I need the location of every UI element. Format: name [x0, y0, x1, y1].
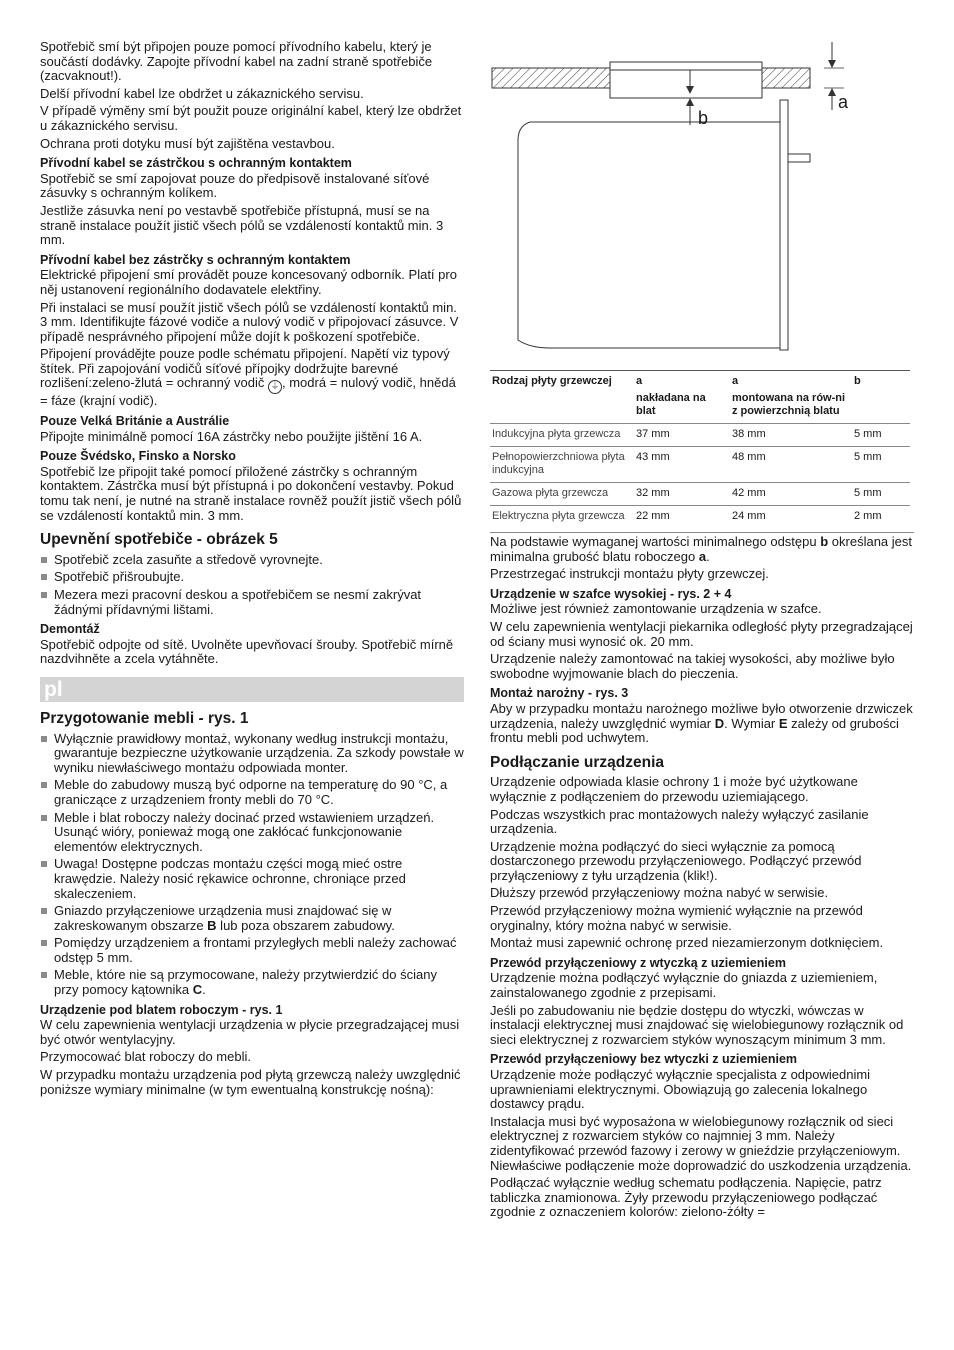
- list-item: Gniazdo przyłączeniowe urządzenia musi znajdować się w zakreskowanym obszarze B lub poza obszarem zabudowy.: [40, 904, 464, 933]
- list-item: Meble i blat roboczy należy docinać przed wstawieniem urządzeń. Usunąć wióry, ponieważ mogą one zakłócać funkcjonowanie elementów elektrycznych.: [40, 811, 464, 855]
- paragraph: Przestrzegać instrukcji montażu płyty grzewczej.: [490, 566, 769, 582]
- section-heading: Pouze Velká Británie a Austrálie: [40, 414, 230, 429]
- oven-front: [780, 100, 788, 350]
- paragraph: Ochrana proti dotyku musí být zajištěna vestavbou.: [40, 135, 335, 151]
- list-item: Pomiędzy urządzeniem a frontami przyległych mebli należy zachować odstęp 5 mm.: [40, 936, 464, 965]
- list-item: Meble do zabudowy muszą być odporne na temperaturę do 90 °C, a graniczące z urządzeniem fronty mebli do 70 °C.: [40, 778, 464, 807]
- column-header: b: [852, 371, 910, 424]
- section-heading: Demontáž: [40, 622, 100, 637]
- list-item: Uwaga! Dostępne podczas montażu części mogą mieć ostre krawędzie. Należy nosić rękawice ochronne, chroniące przed skaleczeniem.: [40, 857, 464, 901]
- paragraph: Urządzenie może podłączyć wyłącznie specjalista z odpowiednimi uprawnieniami elektrycznymi. Obowiązują go zalecenia lokalnego dostawcy prądu.: [490, 1067, 871, 1112]
- chapter-heading: Upevnění spotřebiče - obrázek 5: [40, 531, 278, 549]
- section-heading: Pouze Švédsko, Finsko a Norsko: [40, 449, 236, 464]
- section-heading: Přívodní kabel se zástrčkou s ochranným kontaktem: [40, 156, 352, 171]
- paragraph: Przymocować blat roboczy do mebli.: [40, 1049, 251, 1065]
- paragraph: Urządzenie należy zamontować na takiej wysokości, aby możliwe było swobodne wyjmowanie blach do pieczenia.: [490, 651, 895, 681]
- paragraph: W przypadku montażu urządzenia pod płytą grzewczą należy uwzględnić poniższe wymiary minimalne (w tym ewentualną konstrukcję nośną):: [40, 1067, 461, 1097]
- list-item: Meble, które nie są przymocowane, należy przytwierdzić do ściany przy pomocy kątownika C.: [40, 968, 464, 997]
- hob: [610, 62, 762, 98]
- column-header: a montowana na rów-ni z powierzchnią blatu: [730, 371, 852, 424]
- section-heading: Urządzenie pod blatem roboczym - rys. 1: [40, 1002, 283, 1017]
- bullet-list: [40, 732, 464, 998]
- label-b: b: [698, 108, 709, 128]
- paragraph: Elektrické připojení smí provádět pouze koncesovaný odborník. Platí pro něj ustanovení regionálního dodavatele elektřiny.: [40, 267, 457, 297]
- paragraph-with-symbol: Připojení provádějte pouze podle schématu připojení. Napětí viz typový štítek. Při zapojování vodičů síťové přípojky dodržujte barevné rozlišení:zeleno-žlutá = ochranný vodič ⏚ , modrá = nulový vodič, hnědá = fáze (krajní vodič).: [40, 346, 456, 409]
- dimensions-table: [490, 370, 910, 528]
- paragraph: W celu zapewnienia wentylacji urządzenia w płycie przegradzającej musi być otwór wentylacyjny.: [40, 1017, 460, 1047]
- paragraph: W celu zapewnienia wentylacji piekarnika odległość płyty przegradzającej od ściany musi wynosić ok. 20 mm.: [490, 618, 913, 649]
- oven-under-worktop-diagram: [490, 40, 914, 370]
- oven-handle: [788, 154, 810, 162]
- paragraph: Na podstawie wymaganej wartości minimalnego odstępu b określana jest minimalna grubość blatu roboczego a.: [490, 534, 913, 564]
- section-heading: Montaż narożny - rys. 3: [490, 686, 629, 701]
- section-heading: Przewód przyłączeniowy z wtyczką z uziemieniem: [490, 955, 786, 970]
- column-header: a nakładana na blat: [634, 371, 730, 424]
- paragraph: Dłuższy przewód przyłączeniowy można nabyć w serwisie.: [490, 885, 829, 901]
- list-item: Wyłącznie prawidłowy montaż, wykonany według instrukcji montażu, gwarantuje bezpieczne użytkowanie urządzenia. Za szkody powstałe w wyniku niewłaściwego montażu odpowiada monter.: [40, 732, 464, 776]
- chapter-heading: Podłączanie urządzenia: [490, 753, 664, 771]
- installation-figure: [490, 40, 914, 370]
- paragraph: Spotřebič lze připojit také pomocí přiložené zástrčky s ochranným kontaktem. Zástrčka musí být přístupná i po dokončení vestavby. Pokud tomu tak není, je nutné na straně instalace rovněž použít jistič všech pólů se vzdáleností kontaktů min. 3 mm.: [40, 463, 462, 523]
- paragraph: Připojte minimálně pomocí 16A zástrčky nebo použijte jištění 16 A.: [40, 428, 423, 444]
- paragraph: Urządzenie odpowiada klasie ochrony 1 i może być użytkowane wyłącznie z podłączeniem do przewodu uziemiającego.: [490, 774, 858, 804]
- oven-body: [518, 122, 780, 348]
- paragraph: V případě výměny smí být použit pouze originální kabel, který lze obdržet u zákaznického servisu.: [40, 103, 462, 133]
- paragraph: Montaż musi zapewnić ochronę przed niezamierzonym dotknięciem.: [490, 935, 884, 951]
- language-bar: [40, 677, 464, 702]
- section-heading: Přívodní kabel bez zástrčky s ochranným kontaktem: [40, 252, 351, 267]
- paragraph: Aby w przypadku montażu narożnego możliwe było otworzenie drzwiczek urządzenia, należy uwzględnić wymiar D. Wymiar E zależy od grubości frontu mebli pod uchwytem.: [490, 700, 913, 746]
- column-header: Rodzaj płyty grzewczej: [490, 371, 634, 424]
- paragraph: Urządzenie można podłączyć do sieci wyłącznie za pomocą dostarczonego przewodu przyłączeniowego. Podłączyć przewód przyłączeniowy z tyłu urządzenia (klik!).: [490, 838, 862, 883]
- left-column: [40, 40, 464, 1100]
- paragraph: Przewód przyłączeniowy można wymienić wyłącznie na przewód oryginalny, który można nabyć w serwisie.: [490, 903, 863, 933]
- label-a: a: [838, 92, 849, 112]
- list-item: Mezera mezi pracovní deskou a spotřebičem se nesmí zakrývat žádnými přídavnými lištami.: [40, 588, 464, 617]
- paragraph: Spotřebič odpojte od sítě. Uvolněte upevňovací šrouby. Spotřebič mírně nazdvihněte a zcela vytáhněte.: [40, 636, 454, 667]
- language-code: pl: [44, 677, 63, 701]
- list-item: Spotřebič přišroubujte.: [40, 570, 464, 585]
- bullet-list: [40, 553, 464, 617]
- table-row: Pełnopowierzchniowa płyta indukcyjna 43 mm 48 mm 5 mm: [490, 447, 910, 483]
- paragraph: Jestliže zásuvka není po vestavbě spotřebiče přístupná, musí se na straně instalace použít jistič všech pólů se vzdáleností kontaktů min. 3 mm.: [40, 202, 444, 248]
- table-header-row: [490, 371, 910, 424]
- paragraph: Podłączać wyłącznie według schematu podłączenia. Napięcie, patrz tabliczka znamionowa. Żyły przewodu przyłączeniowego podłączać zgodnie z oznaczeniem kolorów: zielono-żółty =: [490, 1175, 882, 1220]
- ground-symbol-icon: ⏚: [268, 380, 282, 394]
- paragraph: Při instalaci se musí použít jistič všech pólů se vzdáleností kontaktů min. 3 mm. Identifikujte fázové vodiče a nulový vodič v připojovací zásuvce. V případě nesprávného připojení může dojít k poškození spotřebiče.: [40, 299, 459, 344]
- section-heading: Urządzenie w szafce wysokiej - rys. 2 + 4: [490, 586, 732, 601]
- paragraph: Spotřebič smí být připojen pouze pomocí přívodního kabelu, který je součástí dodávky. Zapojte přívodní kabel na zadní straně spotřebiče (zacvaknout!).: [40, 39, 433, 84]
- paragraph: Delší přívodní kabel lze obdržet u zákaznického servisu.: [40, 85, 364, 101]
- paragraph: Spotřebič se smí zapojovat pouze do předpisově instalované síťové zásuvky s ochranným kolíkem.: [40, 170, 430, 201]
- section-heading: Przewód przyłączeniowy bez wtyczki z uziemieniem: [490, 1052, 798, 1067]
- table-row: Elektryczna płyta grzewcza 22 mm 24 mm 2 mm: [490, 506, 910, 529]
- right-column: [490, 40, 914, 1223]
- list-item: Spotřebič zcela zasuňte a středově vyrovnejte.: [40, 553, 464, 568]
- chapter-heading: Przygotowanie mebli - rys. 1: [40, 709, 249, 727]
- paragraph: Urządzenie można podłączyć wyłącznie do gniazda z uziemieniem, zainstalowanego zgodnie z przepisami.: [490, 970, 878, 1001]
- paragraph: Możliwe jest również zamontowanie urządzenia w szafce.: [490, 601, 822, 617]
- table-row: Gazowa płyta grzewcza 32 mm 42 mm 5 mm: [490, 483, 910, 506]
- paragraph: Podczas wszystkich prac montażowych należy wyłączyć zasilanie urządzenia.: [490, 806, 869, 837]
- table-row: Indukcyjna płyta grzewcza 37 mm 38 mm 5 mm: [490, 424, 910, 447]
- paragraph: Instalacja musi być wyposażona w wielobiegunowy rozłącznik od sieci elektrycznej z rozwarciem styków co najmniej 3 mm. Należy zidentyfikować przewód fazowy i zerowy w gnieździe przyłączeniowym. Niewłaściwe podłączenie może doprowadzić do uszkodzenia urządzenia.: [490, 1113, 912, 1173]
- paragraph: Jeśli po zabudowaniu nie będzie dostępu do wtyczki, wówczas w instalacji elektrycznej musi znajdować się wielobiegunowy rozłącznik od sieci elektrycznej z rozwarciem styków wynoszącym minimum 3 mm.: [490, 1002, 904, 1047]
